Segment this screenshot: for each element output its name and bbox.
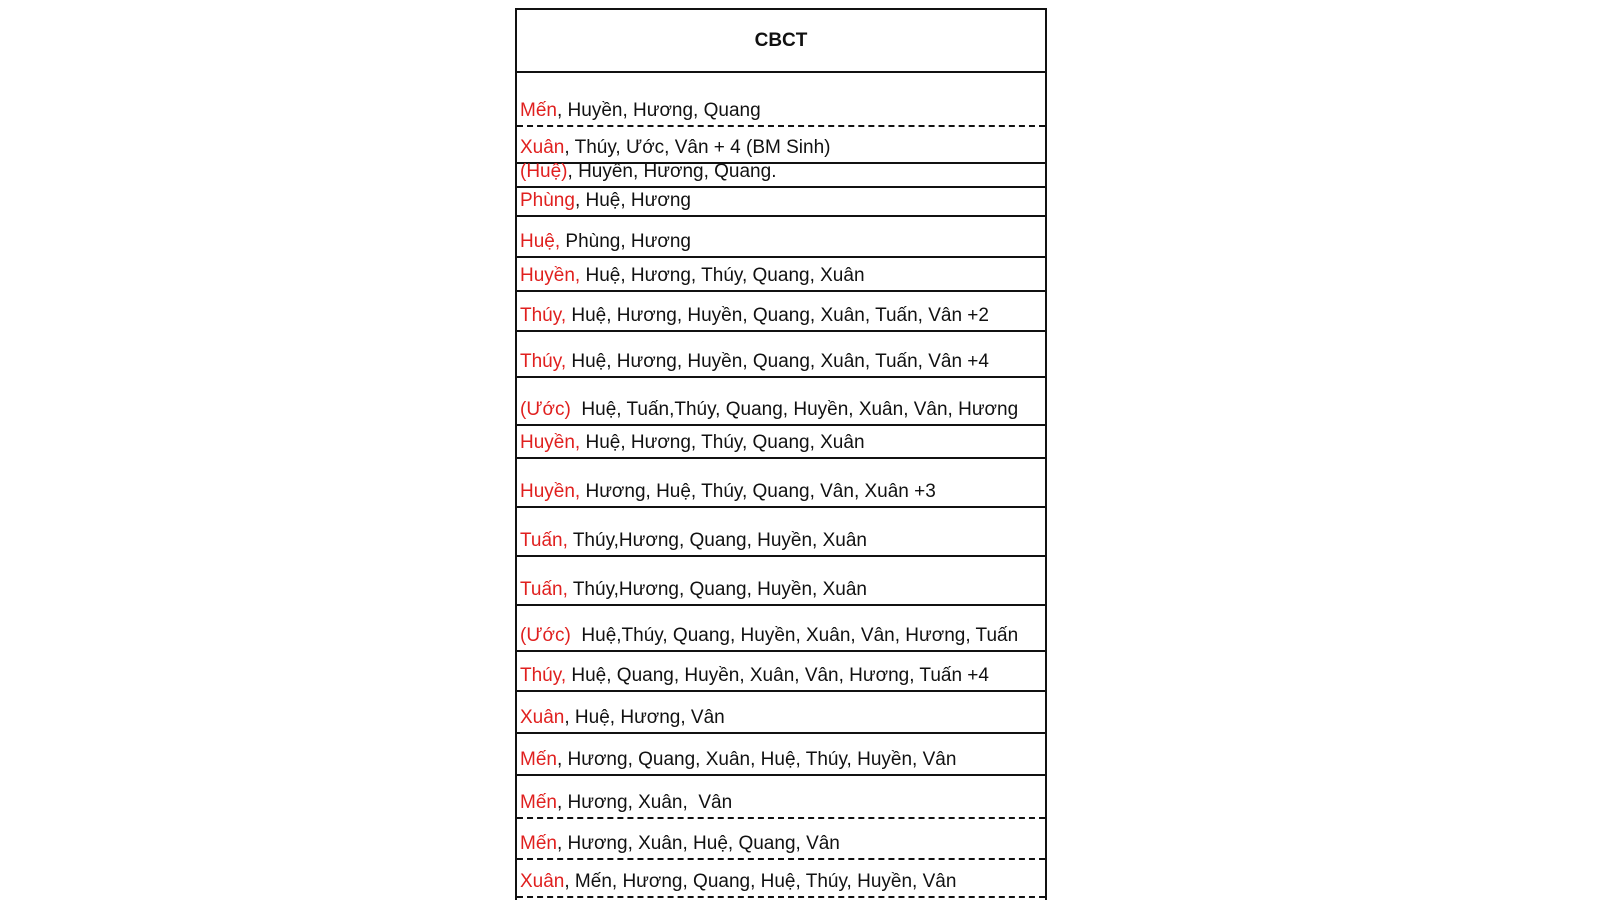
row-lead-name: Huyền,	[520, 432, 581, 453]
table-row	[517, 860, 1045, 898]
row-members: Huệ, Hương, Thúy, Quang, Xuân	[580, 265, 865, 286]
row-members: Hương, Xuân, Huệ, Quang, Vân	[562, 833, 840, 854]
table-row	[517, 292, 1045, 332]
table-row	[517, 426, 1045, 459]
row-lead-name: Tuấn,	[520, 530, 568, 551]
row-lead-name: Xuân	[520, 137, 565, 158]
row-separator: ,	[556, 792, 563, 813]
cbct-table	[515, 8, 1047, 900]
row-lead-name: Thúy,	[520, 305, 567, 326]
table-header: CBCT	[517, 10, 1045, 73]
row-members: Huyền, Hương, Quang	[562, 100, 761, 121]
row-members: , Huệ, Hương, Vân	[564, 707, 725, 728]
row-lead-name: Mến	[520, 100, 557, 121]
row-separator: ,	[556, 833, 563, 854]
table-row	[517, 557, 1045, 606]
table-row	[517, 188, 1045, 217]
row-lead-name: Mến	[520, 749, 557, 770]
row-members: Phùng, Hương	[560, 231, 691, 252]
table-row	[517, 217, 1045, 258]
table-row	[517, 161, 1045, 188]
table-row	[517, 819, 1045, 860]
row-members: Huệ,Thúy, Quang, Huyền, Xuân, Vân, Hương, Tuấn	[570, 625, 1019, 646]
row-lead-name: Xuân	[520, 707, 565, 728]
table-row	[517, 332, 1045, 378]
table-row	[517, 459, 1045, 508]
table-row	[517, 127, 1045, 164]
row-members: Huệ, Quang, Huyền, Xuân, Vân, Hương, Tuấn +4	[566, 665, 989, 686]
row-lead-name: Xuân	[520, 871, 565, 892]
row-lead-name: Huệ,	[520, 231, 561, 252]
row-lead-name: Thúy,	[520, 351, 567, 372]
table-row	[517, 606, 1045, 652]
row-members: Hương, Xuân, Vân	[562, 792, 733, 813]
row-members: Huệ, Hương, Huyền, Quang, Xuân, Tuấn, Vân +2	[566, 305, 989, 326]
row-members: Thúy,Hương, Quang, Huyền, Xuân	[567, 530, 867, 551]
row-lead-name: (Huệ)	[520, 161, 568, 182]
table-row	[517, 776, 1045, 819]
row-lead-name: Tuấn,	[520, 579, 568, 600]
row-lead-name: Mến	[520, 833, 557, 854]
row-members: Huệ, Hương, Huyền, Quang, Xuân, Tuấn, Vân +4	[566, 351, 989, 372]
row-members: Huệ, Tuấn,Thúy, Quang, Huyền, Xuân, Vân, Hương	[570, 399, 1019, 420]
row-lead-name: Phùng	[520, 190, 575, 211]
table-row	[517, 258, 1045, 292]
row-lead-name: Huyền,	[520, 481, 581, 502]
row-separator: ,	[564, 871, 570, 892]
row-members: Hương, Quang, Xuân, Huệ, Thúy, Huyền, Vân	[562, 749, 957, 770]
row-members: Huệ, Hương, Thúy, Quang, Xuân	[580, 432, 865, 453]
row-members: Mến, Hương, Quang, Huệ, Thúy, Huyền, Vân	[569, 871, 957, 892]
row-separator: ,	[556, 749, 563, 770]
table-row	[517, 734, 1045, 776]
table-row	[517, 508, 1045, 557]
row-lead-name: Mến	[520, 792, 557, 813]
row-lead-name: Thúy,	[520, 665, 567, 686]
row-members: , Huyền, Hương, Quang.	[567, 161, 777, 182]
row-separator: ,	[556, 100, 563, 121]
table-row	[517, 692, 1045, 734]
table-row	[517, 73, 1045, 127]
row-lead-name: (Ước)	[520, 625, 571, 646]
row-members: , Thúy, Ước, Vân + 4 (BM Sinh)	[564, 137, 831, 158]
table-row	[517, 378, 1045, 426]
row-lead-name: Huyền,	[520, 265, 581, 286]
row-members: Hương, Huệ, Thúy, Quang, Vân, Xuân +3	[580, 481, 936, 502]
row-lead-name: (Ước)	[520, 399, 571, 420]
table-row	[517, 652, 1045, 692]
row-members: Thúy,Hương, Quang, Huyền, Xuân	[567, 579, 867, 600]
row-members: , Huệ, Hương	[574, 190, 691, 211]
